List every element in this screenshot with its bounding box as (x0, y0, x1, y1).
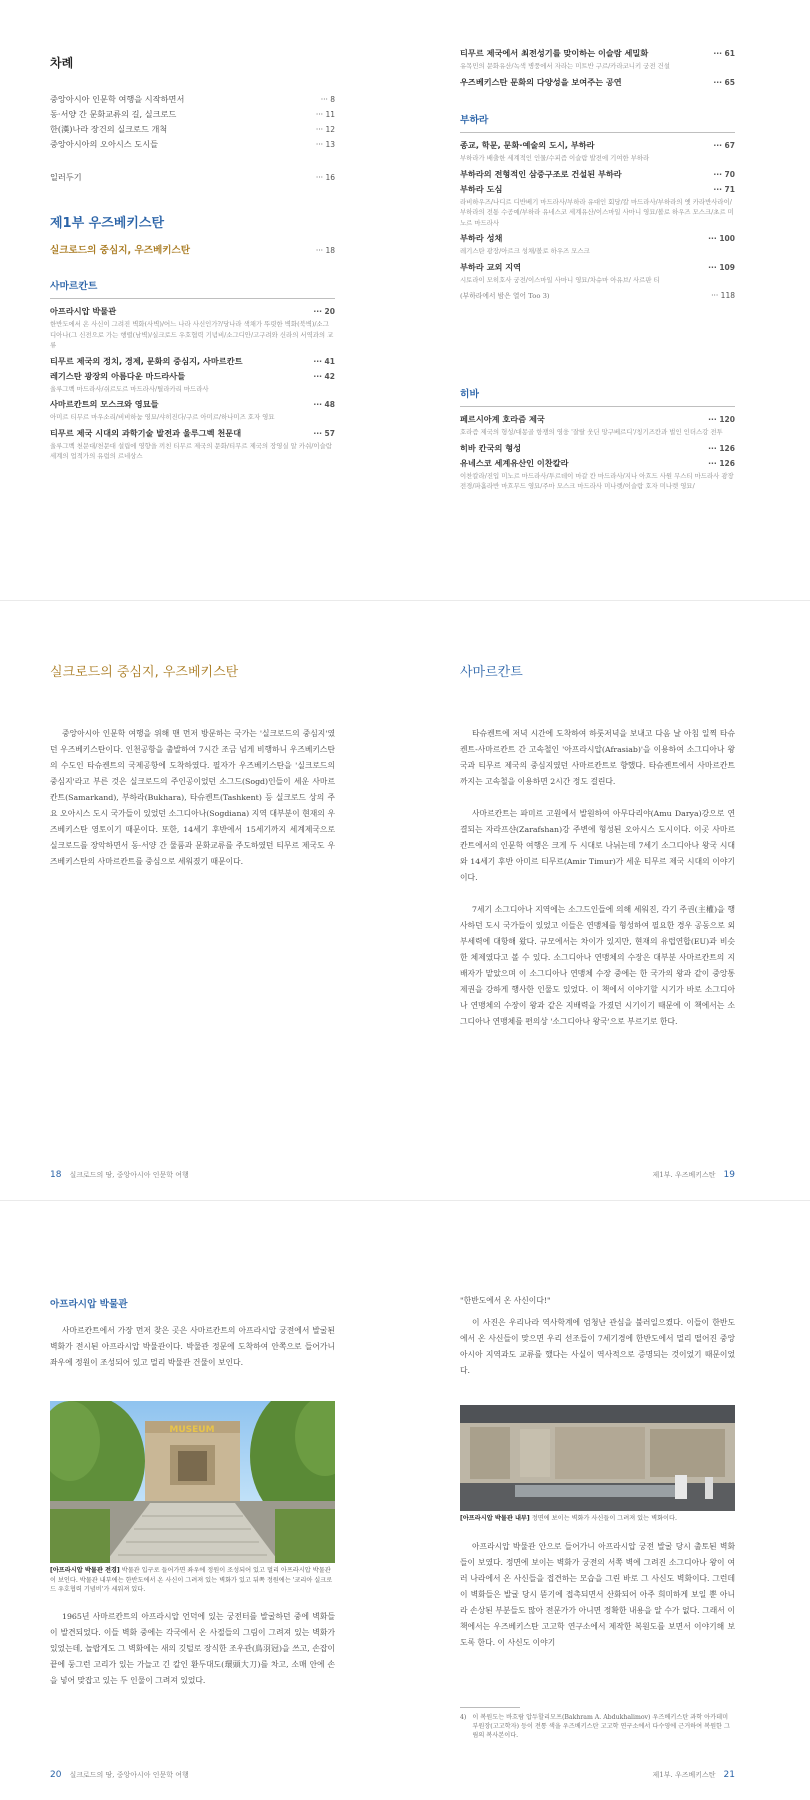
page-footer (653, 1770, 735, 1780)
caption-title: [아프라시압 박물관 전경] (50, 1567, 120, 1574)
museum-exterior-illustration (50, 1401, 335, 1563)
toc-item-title: 종교, 학문, 문화·예술의 도시, 부하라 (460, 140, 595, 150)
toc-item-page: ··· 118 (711, 291, 735, 300)
toc-item-subtopics: 호라즘 제국의 형성/대몽골 항쟁의 영웅 '잘랄 웃딘 망구베르디'/칭기즈칸과 벌인 인더스강 전투 (460, 428, 723, 436)
toc-intro-list (50, 92, 335, 152)
toc-samarkand (50, 278, 335, 465)
toc-item[interactable] (460, 260, 735, 275)
toc-item[interactable] (50, 137, 335, 152)
toc-bukhara (460, 112, 735, 303)
toc-left-page (50, 0, 335, 600)
toc-item[interactable] (460, 441, 735, 456)
toc-item-title: 부하라 도심 (460, 183, 503, 194)
toc-item-title: 중앙아시아 인문학 여행을 시작하면서 (50, 94, 185, 104)
toc-item-subtopics: 라비하우즈/나디르 디반베기 마드라사/부하라 유대인 회당/칼 마드라사/부하라의 옛 카라반사라이/부하라의 전통 수공예/부하라 유네스코 세계유산/이스마일 사마니 영묘/볼로 하우즈 모스크/초르 미노르 마드라사 (460, 197, 734, 227)
photo-caption (50, 1566, 335, 1595)
toc-item-page: ··· 71 (713, 184, 735, 194)
toc-item-title: 티무르 제국에서 최전성기를 맞이하는 이슬람 세밀화 (460, 48, 649, 58)
toc-item-page: ··· 70 (713, 169, 735, 179)
toc-item-page: ··· 13 (315, 140, 335, 149)
toc-item-page: ··· 16 (315, 173, 335, 182)
toc-item-title: 부하라의 전형적인 삼중구조로 건설된 부하라 (460, 168, 622, 179)
toc-item-title: 부하라 교외 지역 (460, 261, 522, 272)
museum-interior-illustration (460, 1405, 735, 1511)
toc-item-page: ··· 109 (708, 262, 735, 272)
paragraph: 중앙아시아 인문학 여행을 위해 맨 먼저 방문하는 국가는 '실크로드의 중심지'였던 우즈베키스탄이다. 인천공항을 출발하여 7시간 조금 넘게 비행하니 우즈베키스탄의 수도인 타슈켄트의 국제공항에 도착하였다. 필자가 우즈베키스탄을 '실크로드의 중심지'라고 부른 것은 실크로드의 주인공이었던 소그드(Sogd)인들이 세운 사마르칸트(Samarkand), 부하라(Bukhara), 타슈켄트(Tashkent) 등 실크로드 상의 주요 오아시스 도시 국가들이 있었던 소그디아나(Sogdiana) 지역 대부분이 현재의 우즈베키스탄 영토이기 때문이다. 또한, 14세기 후반에서 15세기까지 세계제국으로 실크로드를 장악하면서 동·서양 간 물품과 문화교류를 주도하였던 티무르 제국도 우즈베키스탄의 사마르칸트를 중심으로 세워졌기 때문이다. (50, 729, 335, 866)
toc-item-subtopics: 한반도에서 온 사신이 그려진 벽화(사벽)/어느 나라 사신인가?/당나라 색채가 뚜렷한 벽화(북벽)/소그디아나(그 신전으로 가는 행렬(남벽)/실크로드 우호협력 기념비/소그디안/고구려와 신라의 서역과의 교류 (50, 320, 334, 349)
footnote (460, 1713, 735, 1740)
body-text (50, 1323, 335, 1387)
divider (50, 298, 335, 299)
part1-subtitle: 실크로드의 중심지, 우즈베키스탄 (50, 245, 191, 256)
toc-item-title: 페르시아계 호라즘 제국 (460, 414, 545, 424)
toc-item[interactable] (50, 354, 335, 369)
toc-khiva (460, 386, 735, 495)
page-20 (50, 1201, 335, 1800)
toc-item[interactable] (460, 456, 735, 471)
toc-item-page: ··· 67 (713, 141, 735, 150)
body-text (50, 1609, 335, 1705)
toc-item-page: ··· 65 (713, 77, 735, 87)
running-title: 제1부. 우즈베키스탄 (652, 1171, 716, 1179)
page-footer (50, 1770, 189, 1780)
toc-item-page: ··· 41 (313, 356, 335, 366)
toc-item-title: 아프라시압 박물관 (50, 306, 117, 316)
page-number: 21 (723, 1770, 735, 1780)
toc-item[interactable] (460, 182, 735, 197)
toc-item-title: 한(漢)나라 장건의 실크로드 개척 (50, 124, 168, 134)
toc-item[interactable] (460, 138, 735, 153)
toc-item-page: ··· 12 (315, 125, 335, 134)
chapter-title: 실크로드의 중심지, 우즈베키스탄 (50, 665, 239, 680)
toc-item[interactable] (50, 107, 335, 122)
body-text (460, 726, 735, 1046)
toc-item[interactable] (460, 46, 735, 61)
toc-item[interactable] (460, 412, 735, 427)
museum-exterior-photo (50, 1401, 335, 1563)
toc-item-title: 유네스코 세계유산인 이찬칼라 (460, 457, 569, 468)
toc-item[interactable] (460, 288, 735, 303)
toc-item-title: 티무르 제국의 정치, 경제, 문화의 중심지, 사마르칸트 (50, 355, 243, 366)
toc-item-page: ··· 126 (708, 458, 735, 468)
toc-item-page: ··· 61 (713, 49, 735, 58)
toc-item-page: ··· 57 (313, 428, 335, 438)
page-number: 18 (50, 1170, 62, 1180)
divider (460, 406, 735, 407)
footnote-text: 이 복원도는 바흐람 압두할리모프(Bakhram A. Abdukhalimov) 우즈베키스탄 과학 아카데미 부원장(고고학자) 등이 전통 색을 우즈베키스탄 고고학 연구소에서 다수영에 근거하여 복원한 그림의 복사본이다. (472, 1714, 730, 1739)
part1-title: 제1부 우즈베키스탄 (50, 216, 165, 231)
toc-item[interactable] (50, 304, 335, 319)
page-19 (460, 601, 735, 1200)
paragraph: 사마르칸트는 파미르 고원에서 발원하여 아무다리야(Amu Darya)강으로 연결되는 자라프샨(Zarafshan)강 주변에 형성된 오아시스 도시이다. 이곳 사마르칸트에서의 인문학 여행은 크게 두 시대로 나뉘는데 7세기 소그디아나 왕국 시대와 14세기 후반 아미르 티무르(Amir Timur)가 세운 티무르 제국 시대의 이야기이다. (460, 809, 735, 882)
toc-item-subtopics: 유목민의 문화유산/녹색 병풍에서 자라는 미트반 구르/카라코니키 궁전 건설 (460, 62, 670, 70)
toc-notes (50, 170, 335, 185)
toc-item-title: 부하라 성채 (460, 233, 503, 243)
toc-item-subtopics: 부하라가 배출한 세계적인 인물/수피즘 이슬람 발전에 기여한 부하라 (460, 154, 650, 162)
toc-item[interactable] (50, 397, 335, 412)
running-title: 제1부. 우즈베키스탄 (652, 1771, 716, 1779)
toc-item-page: ··· 48 (313, 400, 335, 409)
museum-interior-photo (460, 1405, 735, 1511)
toc-item-title: (부하라에서 밤은 열어 Too 3) (460, 292, 550, 300)
toc-item-title: 동·서양 간 문화교류의 길, 실크로드 (50, 109, 177, 119)
page-number: 19 (723, 1170, 735, 1180)
paragraph: 이 사진은 우리나라 역사학계에 엄청난 관심을 불러일으켰다. 이들이 한반도에서 온 사신들이 맞으면 우리 선조들이 7세기경에 한반도에서 멀리 떨어진 중앙아시아 지역과도 교류를 했다는 사실이 역사적으로 증명되는 것이었기 때문이었다. (460, 1318, 735, 1375)
running-title: 실크로드의 땅, 중앙아시아 인문학 여행 (69, 1171, 189, 1179)
toc-item-page: ··· 126 (708, 443, 735, 453)
toc-heading: 차례 (50, 56, 74, 70)
toc-item[interactable] (50, 92, 335, 107)
toc-item-page: ··· 18 (315, 246, 335, 255)
toc-item-page: ··· 120 (708, 415, 735, 424)
body-text (460, 1539, 735, 1667)
toc-item-subtopics: 울루그벡 마드라사/쉬르도르 마드라사/틸라카리 마드라사 (50, 384, 209, 393)
toc-item-title: 티무르 제국 시대의 과학기술 발전과 울루그벡 천문대 (50, 427, 242, 438)
running-title: 실크로드의 땅, 중앙아시아 인문학 여행 (69, 1771, 189, 1779)
caption-text: 박물관 입구로 들어가면 좌우에 정원이 조성되어 있고 멀리 아프라시압 박물관이 보인다. 박물관 내부에는 한반도에서 온 사신이 그려져 있는 벽화가 있고 뒤쪽 정원에는 '코리아 실크로드 우호협력 기념비'가 세워져 있다. (50, 1567, 333, 1593)
toc-item[interactable] (460, 167, 735, 182)
footnote-marker: 4) (460, 1714, 467, 1721)
section-title: 아프라시압 박물관 (50, 1299, 128, 1310)
caption-title: [아프라시압 박물관 내부] (460, 1515, 530, 1522)
museum-sign: MUSEUM (169, 1425, 215, 1435)
page-number: 20 (50, 1770, 62, 1780)
toc-item-title: 중앙아시아의 오아시스 도시들 (50, 139, 159, 149)
paragraph: 타슈켄트에 저녁 시간에 도착하여 하룻저녁을 보내고 다음 날 아침 일찍 타슈켄트-사마르칸트 간 고속철인 '아프라시압(Afrasiab)'을 이용하여 소그디아나 왕국과 티무르 제국의 중심지였던 사마르칸트로 향했다. 타슈켄트에서 사마르칸트까지는 고속철을 이용하면 2시간 정도 걸린다. (460, 729, 735, 786)
toc-item-page: ··· 100 (708, 234, 735, 243)
bukhara-section-title: 부하라 (460, 115, 489, 126)
page-footer (653, 1170, 735, 1180)
body-text (460, 1293, 735, 1395)
toc-item-page: ··· 20 (313, 307, 335, 316)
toc-item-page: ··· 8 (320, 95, 335, 104)
toc-item-page: ··· 11 (315, 110, 335, 119)
khiva-section-title: 히바 (460, 389, 479, 400)
toc-item-page: ··· 42 (313, 371, 335, 381)
footnote-rule (460, 1707, 520, 1708)
toc-right-page (460, 0, 735, 600)
page-18 (50, 601, 335, 1200)
toc-item-title: 히바 칸국의 형성 (460, 442, 522, 453)
pages-20-21-spread (0, 1200, 810, 1800)
paragraph: 7세기 소그디아나 지역에는 소그드인들에 의해 세워진, 각기 주권(主權)을 행사하던 도시 국가들이 있었고 이들은 연맹체를 형성하여 필요한 경우 공동으로 외부세력에 대항해 왔다. 규모에서는 차이가 있지만, 현재의 유럽연합(EU)과 비슷한 체제였다고 볼 수 있다. 소그디아나 연맹체의 수장은 대부분 사마르칸트의 지배자가 맡았으며 이 소그디아나 연맹체 수장 중에는 한 국가의 왕과 같이 중앙통제권을 강하게 행사한 인물도 있었다. 이 책에서 이야기할 시기가 바로 소그디아나 연맹체의 수장이 왕과 같은 지배력을 가졌던 시기이기 때문에 이 책에서는 소그디아나 연맹체를 편의상 '소그디아나 왕국'으로 부르기로 한다. (460, 905, 735, 1026)
toc-part1 (50, 212, 335, 258)
toc-item-subtopics: 시토라이 모히호사 궁전/이스마일 사마니 영묘/차슈마 아유브/ 사르판 티 (460, 275, 660, 284)
page-21 (460, 1201, 735, 1800)
toc-item-subtopics: 울루그벡 천문대/천문대 설립에 영향을 끼친 티무르 제국의 문화/티무르 제국의 장영실 알 카쉬/이슬람 세계의 업적가의 유럽의 르네상스 (50, 441, 332, 460)
toc-item-title: 레기스탄 광장의 아름다운 마드라사들 (50, 370, 186, 381)
toc-item-subtopics: 아미르 티무르 마우소리/비비하눔 영묘/샤히진다/구르 아미르/하나미즈 호자 영묘 (50, 413, 275, 421)
pages-18-19-spread (0, 600, 810, 1200)
photo-caption (460, 1514, 735, 1524)
chapter-title: 사마르칸트 (460, 665, 523, 680)
toc-spread (0, 0, 810, 600)
toc-item-subtopics: 레기스탄 광장/아르크 성채/볼로 하우즈 모스크 (460, 247, 590, 255)
toc-item[interactable] (50, 170, 335, 185)
toc-item[interactable] (50, 369, 335, 384)
body-text (50, 726, 335, 886)
toc-timur-list (460, 46, 735, 90)
toc-item-title: 우즈베키스탄 문화의 다양성을 보여주는 공연 (460, 76, 622, 87)
divider (460, 132, 735, 133)
paragraph: 아프라시압 박물관 안으로 들어가니 아프라시압 궁전 발굴 당시 출토된 벽화들이 보였다. 정면에 보이는 벽화가 궁전의 서쪽 벽에 그려진 소그디아나 왕이 여러 나라에서 온 사신들을 접견하는 모습을 그린 바로 그 사신도 벽화이다. 그런데 이 벽화들은 발굴 당시 뜯기에 접촉되면서 산화되어 아주 희미하게 보일 뿐 아니라 손상된 부분들도 많아 전문가가 아니면 정확한 내용을 알 수가 없다. 그래서 이 책에서는 우즈베키스탄 고고학 연구소에서 제작한 복원도를 보면서 이야기해 보도록 한다. 이 사신도 이야기 (460, 1542, 735, 1647)
toc-item[interactable] (460, 75, 735, 90)
quote: "한반도에서 온 사신이다!" (460, 1296, 551, 1305)
paragraph: 1965년 사마르칸트의 아프라시압 언덕에 있는 궁전터를 발굴하던 중에 벽화들이 발견되었다. 이들 벽화 중에는 각국에서 온 사절들의 그림이 그려져 있는 벽화가 있었는데, 놀랍게도 그 벽화에는 새의 깃털로 장식한 조우관(鳥羽冠)을 쓰고, 손잡이 끝에 둥그런 고리가 있는 가늘고 긴 칼인 환두대도(環頭大刀)를 차고, 소매 안에 손을 넣어 맞잡고 있는 두 인물이 그려져 있었다. (50, 1612, 335, 1685)
toc-item-subtopics: 이찬칼라/진입 미노르 마드라사/투르데이 마갈 칸 마드라사/지나 아흐드 사원 무스티 마드라사 광장 전경/파흘라반 마흐무드 영묘/주마 모스크 마드라사 미나렛/이슬람 호자 미나렛 영묘/ (460, 471, 734, 490)
paragraph: 사마르칸트에서 가장 먼저 찾은 곳은 사마르칸트의 아프라시압 궁전에서 발굴된 벽화가 전시된 아프라시압 박물관이다. 박물관 정문에 도착하여 안쪽으로 들어가니 좌우에 정원이 조성되어 있고 멀리 박물관 건물이 보인다. (50, 1326, 335, 1367)
toc-item[interactable] (50, 426, 335, 441)
toc-item[interactable] (460, 231, 735, 246)
toc-item[interactable] (50, 243, 335, 258)
toc-item[interactable] (50, 122, 335, 137)
toc-item-title: 사마르칸트의 모스크와 영묘들 (50, 399, 159, 409)
page-footer (50, 1170, 189, 1180)
samarkand-section-title: 사마르칸트 (50, 281, 98, 292)
caption-text: 정면에 보이는 벽화가 사신들이 그려져 있는 벽화이다. (531, 1515, 677, 1522)
toc-item-title: 일러두기 (50, 172, 82, 182)
